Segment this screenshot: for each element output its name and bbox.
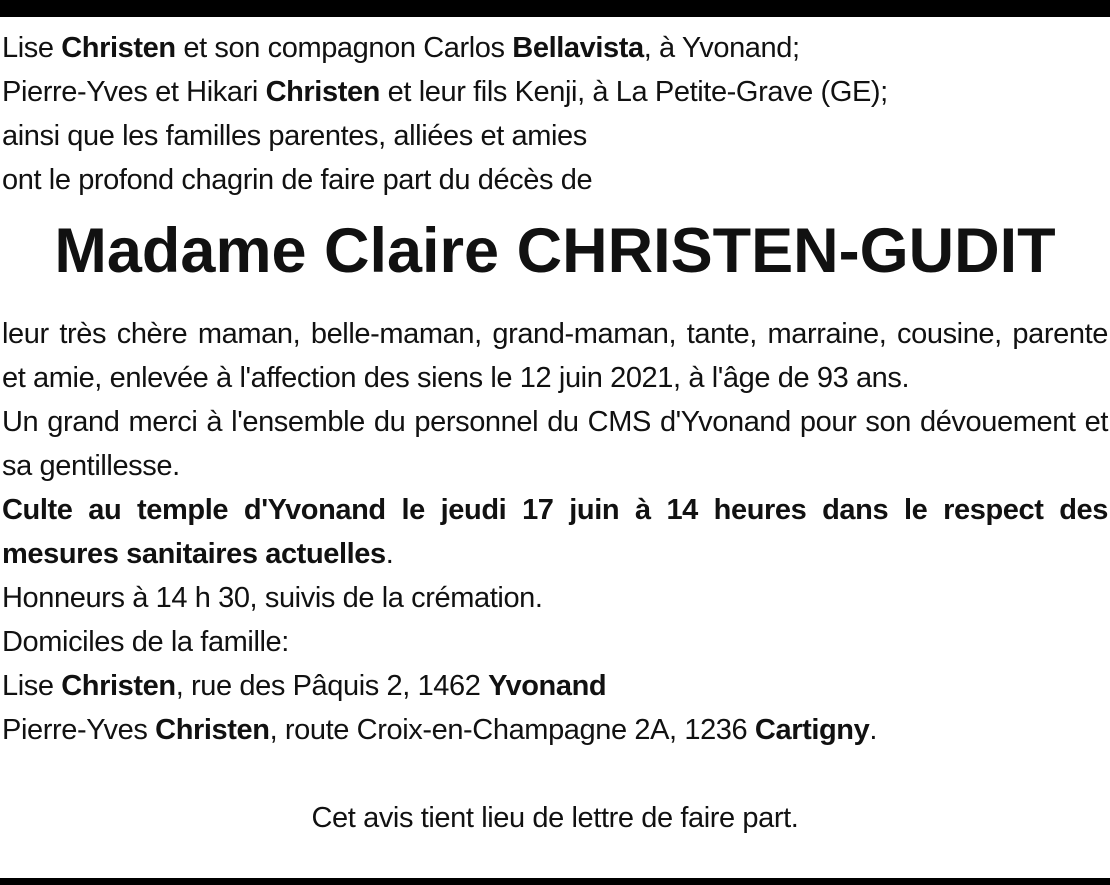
text-segment: et leur fils Kenji, à La Petite-Grave (GE); [380, 76, 888, 108]
ceremony-paragraph [2, 488, 1108, 576]
text-segment: Pierre-Yves [2, 714, 156, 746]
tribute-paragraph: leur très chère maman, belle-maman, grand-maman, tante, marraine, cousine, parente et amie, enlevée à l'affection des siens le 12 juin 2021, à l'âge de 93 ans. [2, 318, 1108, 394]
domicile-line-2 [2, 708, 1108, 752]
ceremony-text: Culte au temple d'Yvonand le jeudi 17 juin à 14 heures dans le respect des mesures sanitaires actuelles [2, 494, 1108, 570]
town-bold: Cartigny [754, 714, 870, 746]
text-segment: , à Yvonand; [643, 32, 800, 64]
surname-bold: Christen [61, 670, 176, 702]
opening-line-3: ainsi que les familles parentes, alliées et amies [2, 120, 587, 152]
death-notice [2, 26, 1108, 840]
footer-note: Cet avis tient lieu de lettre de faire part. [311, 802, 799, 834]
blank-spacer [2, 752, 1108, 796]
opening-line-1 [2, 26, 1108, 70]
text-segment: et son compagnon Carlos [175, 32, 513, 64]
opening-line-4: ont le profond chagrin de faire part du décès de [2, 164, 593, 196]
surname-bold: Christen [61, 32, 176, 64]
text-segment: Lise [2, 32, 62, 64]
text-segment: . [869, 714, 878, 746]
surname-bold: Christen [155, 714, 270, 746]
domicile-line-1 [2, 664, 1108, 708]
surname-bold: Christen [265, 76, 380, 108]
thanks-paragraph: Un grand merci à l'ensemble du personnel du CMS d'Yvonand pour son dévouement et sa gentillesse. [2, 406, 1108, 482]
text-segment: Lise [2, 670, 62, 702]
bottom-border-rule [0, 878, 1110, 885]
top-border-rule [0, 0, 1110, 17]
town-bold: Yvonand [488, 670, 607, 702]
text-segment: Pierre-Yves et Hikari [2, 76, 266, 108]
deceased-name-heading: Madame Claire CHRISTEN-GUDIT [54, 216, 1056, 286]
domiciles-label: Domiciles de la famille: [2, 626, 289, 658]
opening-line-2 [2, 70, 1108, 114]
honours-line: Honneurs à 14 h 30, suivis de la crémation. [2, 582, 543, 614]
ceremony-period: . [385, 538, 394, 570]
text-segment: , route Croix-en-Champagne 2A, 1236 [269, 714, 755, 746]
surname-bold: Bellavista [512, 32, 644, 64]
text-segment: , rue des Pâquis 2, 1462 [175, 670, 489, 702]
